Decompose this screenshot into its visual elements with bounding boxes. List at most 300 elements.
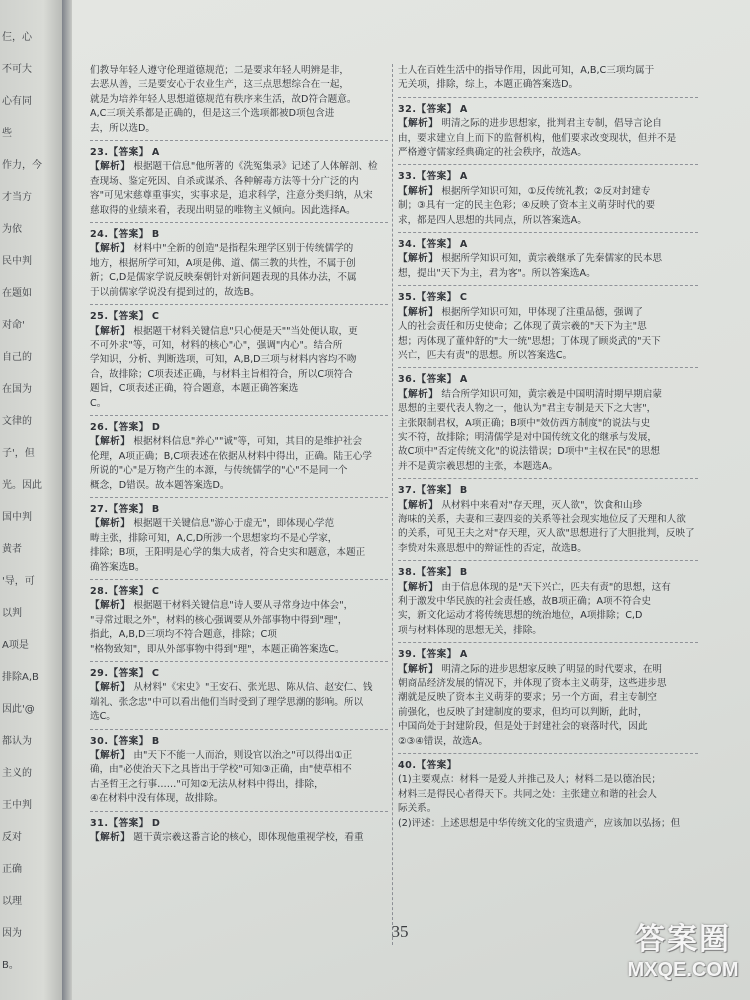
analysis-text: 不可外求"等，可知，材料的核心"心"，强调"内心"。结合所	[90, 339, 343, 351]
analysis-line	[398, 132, 698, 146]
answer-value: C	[459, 292, 467, 304]
analysis-text: 前强化，也反映了封建制度的要求，但均可以判断，此时，	[398, 706, 648, 718]
page-number: 35	[391, 922, 409, 941]
analysis-body	[90, 517, 388, 575]
right-column	[398, 64, 698, 945]
answer-line	[90, 310, 388, 324]
analysis-text: 实不符，故排除；明清儒学是对中国传统文化的继承与发展，	[398, 431, 658, 443]
analysis-line	[398, 78, 698, 92]
watermark-domain: MXQE.COM	[627, 959, 739, 981]
analysis-line	[398, 64, 698, 78]
analysis-body	[398, 306, 698, 364]
analysis-line	[398, 320, 698, 334]
answer-line	[398, 566, 698, 580]
analysis-line	[398, 117, 698, 131]
analysis-line	[90, 189, 388, 203]
analysis-text: 端礼、张念忠"中可以看出他们当时受到了理学思潮的影响。所以	[90, 696, 364, 708]
analysis-text: 合，故排除；C项表述正确，与材料主旨相符合，所以C项符合	[90, 368, 353, 380]
analysis-text: (2)评述：上述思想是中华传统文化的宝贵遗产，应该加以弘扬；但	[398, 817, 681, 829]
analysis-line	[90, 368, 388, 382]
analysis-line	[398, 146, 698, 160]
left-page-fragment: 心有同	[2, 96, 32, 107]
answer-line	[90, 228, 388, 242]
analysis-text: 伦理，A项正确；B,C项表述在依据从材料中得出，正确。陆王心学	[90, 450, 372, 462]
analysis-text: 题旨，C项表述正确，符合题意，本题正确答案选	[90, 383, 299, 395]
analysis-line	[398, 802, 698, 816]
analysis-text: 明清之际的进步思想家反映了明显的时代要求，在明	[441, 663, 663, 675]
analysis-line	[90, 257, 388, 271]
analysis-line	[398, 417, 698, 431]
answer-value: A	[151, 147, 160, 159]
analysis-line	[90, 710, 388, 724]
analysis-line	[90, 599, 388, 613]
analysis-line	[90, 464, 388, 478]
analysis-line	[398, 706, 698, 720]
analysis-line	[90, 749, 388, 763]
analysis-text: 排除；B项，王阳明是心学的集大成者，符合史实和题意，本题正	[90, 547, 366, 559]
analysis-line	[398, 267, 698, 281]
site-watermark	[624, 922, 742, 994]
analysis-text: 题干黄宗羲这番言论的核心，即体现他重视学校，看重	[133, 832, 364, 844]
answer-line	[398, 291, 698, 305]
analysis-body	[90, 325, 388, 411]
analysis-text: "寻常过眼之外"，材料的核心强调要从外部事物中得到"理"，	[90, 614, 348, 626]
analysis-text: 海味的关系，夫妻和三妻四妾的关系等社会现实地位反了天理和人欲	[398, 513, 686, 525]
analysis-text: 指此，A,B,D三项均不符合题意，排除；C项	[90, 629, 277, 641]
answer-entry	[398, 238, 698, 286]
analysis-text: 求，都是四人思想的共同点，所以答案选A。	[398, 214, 587, 226]
analysis-body	[398, 499, 698, 557]
analysis-line	[398, 691, 698, 705]
analysis-body	[90, 160, 388, 218]
left-page-fragment: 以判	[2, 608, 22, 619]
analysis-line	[90, 64, 388, 78]
answer-entry	[398, 291, 698, 368]
analysis-text: 根据题干关键信息"游心于虚无"，即体现心学范	[133, 518, 335, 530]
analysis-text: 根据材料信息"养心""诚"等，可知，其目的是维护社会	[133, 436, 363, 448]
answer-label: 28.【答案】	[90, 586, 149, 597]
analysis-body	[90, 749, 388, 807]
analysis-text: 由，要求建立自上而下的监督机构，他们要求改变现状，但并不是	[398, 132, 677, 144]
analysis-text: 新；C,D是儒家学说反映秦朝针对新问题表现的具体办法，不属	[90, 272, 357, 284]
analysis-line	[398, 677, 698, 691]
answer-label: 23.【答案】	[90, 147, 149, 159]
left-page-fragment: 国中判	[2, 512, 32, 523]
answer-entry	[90, 310, 388, 416]
analysis-label: 【解析】	[90, 518, 131, 530]
analysis-text: 士人在百姓生活中的指导作用，因此可知，A,B,C三项均属于	[398, 65, 655, 76]
analysis-label: 【解析】	[90, 161, 131, 173]
analysis-text: 朝商品经济发展的情况下，并体现了资本主义萌芽，这些进步思	[398, 678, 667, 690]
watermark-chinese: 答案圈	[635, 922, 731, 957]
analysis-text: 学知识，分析、判断选项，可知，A,B,D三项与材料内容均不吻	[90, 354, 357, 366]
analysis-line	[90, 763, 388, 777]
analysis-line	[90, 204, 388, 218]
answer-value: C	[151, 668, 159, 680]
left-page-edge	[0, 0, 62, 1000]
left-page-fragment: 王中判	[2, 800, 32, 811]
answer-label: 30.【答案】	[90, 735, 149, 747]
answer-line	[398, 484, 698, 498]
analysis-line	[398, 499, 698, 513]
analysis-text: (1)主要观点：材料一是爱人并推己及人；材料二是以德治民；	[398, 774, 662, 786]
answer-value: D	[151, 817, 160, 829]
left-page-fragment: 光。因此	[2, 480, 42, 491]
analysis-body	[398, 581, 698, 639]
analysis-line	[90, 325, 388, 339]
analysis-text: 选C。	[90, 711, 116, 723]
analysis-line	[398, 214, 698, 228]
left-page-fragment: 不可大	[2, 64, 32, 75]
answer-label: 39.【答案】	[398, 649, 457, 661]
analysis-label: 【解析】	[90, 600, 131, 612]
analysis-line	[90, 107, 388, 121]
analysis-label: 【解析】	[90, 436, 131, 448]
analysis-text: 由于信息体现的是"天下兴亡，匹夫有责"的思想，这有	[441, 581, 671, 593]
analysis-body	[90, 599, 388, 657]
analysis-text: 故C项中"否定传统文化"的说法错误；D项中"主权在民"的思想	[398, 446, 660, 458]
answer-page	[72, 0, 750, 1000]
analysis-line	[398, 542, 698, 556]
left-page-fragment: 以理	[2, 896, 22, 907]
analysis-line	[398, 199, 698, 213]
analysis-text: 潮就是反映了资本主义萌芽的要求；另一个方面，君主专制空	[398, 692, 658, 704]
analysis-label: 【解析】	[90, 832, 131, 844]
analysis-line	[398, 185, 698, 199]
analysis-text: A,C三项关系都是正确的，但是这三个选项都被D项包含进	[90, 108, 335, 120]
answer-label: 36.【答案】	[398, 374, 457, 386]
answer-line	[398, 759, 698, 773]
analysis-text: 确，由"必使治天下之具皆出于学校"可知③正确，由"使草相不	[90, 764, 352, 776]
answer-label: 35.【答案】	[398, 292, 457, 304]
analysis-text: 概念，D错误。故本题答案选D。	[90, 479, 230, 491]
analysis-line	[90, 792, 388, 806]
answer-entry	[90, 421, 388, 498]
answer-value: A	[459, 649, 468, 661]
answer-entry	[398, 103, 698, 166]
answer-value: B	[151, 503, 160, 515]
answer-entry	[90, 735, 388, 812]
analysis-line	[90, 271, 388, 285]
left-page-fragment: 因为	[2, 928, 22, 939]
answer-entry	[90, 667, 388, 730]
analysis-text: 项与材料体现的思想无关，排除。	[398, 624, 542, 636]
analysis-line	[398, 306, 698, 320]
column-divider	[392, 64, 393, 945]
analysis-text: 地方，根据所学可知，A项是佛、道、儒三教的共性，不属于创	[90, 257, 356, 269]
analysis-text: 于以前儒家学说没有提到过的，故选B。	[90, 286, 260, 298]
left-page-fragment: 因此'@	[2, 704, 35, 715]
answer-entry	[90, 817, 388, 850]
analysis-text: 从材料中来看对"存天理，灭人欲"，饮食和山珍	[441, 499, 643, 511]
left-page-fragment: 主义的	[2, 768, 32, 779]
answer-value: B	[151, 229, 160, 241]
analysis-line	[90, 479, 388, 493]
analysis-body	[398, 773, 698, 831]
answer-label: 38.【答案】	[398, 567, 457, 579]
analysis-line	[398, 527, 698, 541]
analysis-line	[90, 561, 388, 575]
analysis-text: 慈取得的业绩来看，表现出明显的唯物主义倾向。因此选择A。	[90, 204, 356, 216]
answer-value: B	[459, 485, 468, 497]
analysis-line	[90, 517, 388, 531]
analysis-label: 【解析】	[398, 253, 439, 265]
answer-line	[90, 146, 388, 160]
answer-label: 31.【答案】	[90, 817, 149, 829]
answer-line	[90, 503, 388, 517]
analysis-line	[398, 773, 698, 787]
analysis-line	[398, 445, 698, 459]
analysis-line	[90, 122, 388, 136]
answer-line	[90, 421, 388, 435]
analysis-text: 就是为培养年轻人思想道德规范有秩序来生活，故D符合题意。	[90, 93, 357, 105]
analysis-line	[90, 628, 388, 642]
analysis-text: 材料三是得民心者得天下。共同之处：主张建立和谐的社会人	[398, 788, 658, 800]
analysis-line	[398, 624, 698, 638]
answer-value: A	[459, 239, 468, 251]
answer-label: 33.【答案】	[398, 171, 457, 183]
analysis-body	[398, 663, 698, 749]
answer-label: 29.【答案】	[90, 668, 149, 680]
analysis-text: 从材料"《宋史》"王安石、张光思、陈从信、赵安仁、钱	[133, 682, 373, 694]
analysis-line	[398, 252, 698, 266]
analysis-body	[398, 388, 698, 474]
analysis-text: 确答案选B。	[90, 561, 145, 573]
analysis-text: 无关项，排除，综上，本题正确答案选D。	[398, 79, 579, 91]
left-page-fragment: 排除A,B	[2, 672, 39, 683]
analysis-label: 【解析】	[398, 306, 439, 318]
analysis-line	[90, 286, 388, 300]
analysis-line	[90, 778, 388, 792]
answer-line	[90, 817, 388, 831]
analysis-text: 去恶从善，三是要安心于农业生产，这三点思想综合在一起，	[90, 79, 350, 91]
analysis-line	[90, 175, 388, 189]
answer-label: 26.【答案】	[90, 421, 149, 433]
answer-line	[90, 585, 388, 599]
analysis-line	[398, 595, 698, 609]
analysis-line	[398, 460, 698, 474]
analysis-body	[398, 185, 698, 228]
analysis-line	[90, 242, 388, 256]
analysis-text: 兴亡，匹夫有责"的思想。所以答案选C。	[398, 349, 573, 361]
left-page-fragment: 在题如	[2, 288, 32, 299]
analysis-line	[90, 382, 388, 396]
answer-value: B	[151, 735, 160, 747]
answer-entry	[398, 64, 698, 98]
analysis-line	[90, 696, 388, 710]
analysis-text: 明清之际的进步思想家，批判君主专制，倡导言论自	[441, 118, 663, 130]
analysis-text: 查现场、鉴定死因、自杀或谋杀、各种解毒方法等十分广泛的内	[90, 175, 359, 187]
answer-value: D	[151, 421, 160, 433]
analysis-text: 畴主张，排除可知，A,C,D所涉一个思想家均不是心学家，	[90, 532, 338, 544]
analysis-line	[398, 788, 698, 802]
analysis-body	[90, 831, 388, 845]
analysis-body	[90, 681, 388, 724]
answer-value: C	[151, 586, 159, 597]
analysis-line	[90, 831, 388, 845]
analysis-label: 【解析】	[398, 185, 439, 197]
answer-label: 25.【答案】	[90, 311, 149, 323]
answer-line	[90, 735, 388, 749]
left-page-fragment: 都认为	[2, 736, 32, 747]
analysis-line	[90, 643, 388, 657]
analysis-body	[90, 435, 388, 493]
left-page-fragment: 仨，心	[2, 32, 32, 43]
analysis-text: 制；③具有一定的民主色彩；④反映了资本主义萌芽时代的要	[398, 200, 656, 212]
analysis-body	[90, 64, 388, 136]
answer-entry	[90, 146, 388, 223]
analysis-line	[90, 614, 388, 628]
analysis-text: 中国尚处于封建阶段，但是处于封建社会的衰落时代，因此	[398, 721, 648, 733]
answer-label: 32.【答案】	[398, 103, 457, 115]
analysis-line	[398, 402, 698, 416]
left-page-fragment: 些	[2, 128, 12, 139]
analysis-line	[90, 78, 388, 92]
analysis-text: ②③④错误，故选A。	[398, 735, 488, 747]
answer-line	[398, 648, 698, 662]
answer-value: C	[151, 311, 159, 323]
left-page-fragment: 反对	[2, 832, 22, 843]
analysis-text: 际关系。	[398, 803, 437, 815]
answer-entry	[398, 373, 698, 479]
analysis-line	[398, 817, 698, 831]
left-page-fragment: B。	[2, 960, 19, 971]
analysis-text: 严格遵守儒家经典确定的社会秩序，故选A。	[398, 147, 587, 159]
left-page-fragment: 在国为	[2, 384, 32, 395]
analysis-text: 并不是黄宗羲思想的主张，本题选A。	[398, 460, 559, 472]
analysis-text: 思想的主要代表人物之一，他认为"君主专制是天下之大害"，	[398, 403, 657, 415]
analysis-text: 容"可见宋慈尊重事实，实事求是，追求科学，注意分类归纳，从宋	[90, 190, 373, 202]
answer-entry	[90, 228, 388, 305]
answer-entry	[90, 64, 388, 141]
analysis-label: 【解析】	[398, 118, 439, 130]
answer-entry	[90, 585, 388, 662]
left-page-fragment: 自己的	[2, 352, 32, 363]
analysis-line	[90, 353, 388, 367]
answer-entry	[398, 648, 698, 754]
analysis-line	[398, 720, 698, 734]
analysis-text: 人的社会责任和历史使命；乙体现了黄宗羲的"天下为主"思	[398, 321, 647, 333]
analysis-line	[398, 431, 698, 445]
book-gutter	[62, 0, 72, 1000]
answer-value: A	[459, 171, 468, 183]
analysis-text: 根据题干材料关键信息"诗人要从寻常身边中体会"，	[133, 600, 354, 612]
analysis-text: ④在材料中没有体现，故排除。	[90, 793, 224, 805]
answer-entry	[398, 170, 698, 233]
analysis-text: 想；丙体现了董仲舒的"大一统"思想；丁体现了顾炎武的"天下	[398, 335, 661, 347]
analysis-text: 根据所学知识可知，黄宗羲继承了先秦儒家的民本思	[441, 253, 663, 265]
analysis-label: 【解析】	[90, 243, 131, 255]
left-page-fragment: 黄者	[2, 544, 22, 555]
analysis-text: 根据所学知识可知，①反传统礼教；②反对封建专	[441, 185, 651, 197]
analysis-line	[90, 93, 388, 107]
analysis-label: 【解析】	[398, 388, 439, 400]
analysis-text: 的关系，可见王夫之对"存天理，灭人欲"思想进行了大胆批判，反映了	[398, 528, 695, 540]
analysis-line	[90, 546, 388, 560]
analysis-line	[398, 609, 698, 623]
left-page-fragment: 子'，但	[2, 448, 35, 459]
analysis-body	[90, 242, 388, 300]
analysis-line	[90, 160, 388, 174]
answer-line	[398, 238, 698, 252]
analysis-text: "格物致知"，即从外部事物中得到"理"，本题正确答案选C。	[90, 643, 345, 655]
analysis-line	[90, 532, 388, 546]
analysis-line	[398, 388, 698, 402]
answer-line	[398, 103, 698, 117]
analysis-text: C。	[90, 397, 107, 409]
analysis-text: 想，提出"天下为主，君为客"。所以答案选A。	[398, 267, 596, 279]
analysis-line	[90, 681, 388, 695]
left-page-fragment: 文律的	[2, 416, 32, 427]
analysis-line	[398, 581, 698, 595]
left-page-fragment: A项是	[2, 640, 29, 651]
left-column	[90, 64, 388, 945]
answer-value: B	[459, 567, 468, 579]
left-page-fragment: 作力，今	[2, 160, 42, 171]
analysis-label: 【解析】	[398, 581, 439, 593]
analysis-text: 李贽对朱熹思想中的辩证性的否定，故选B。	[398, 542, 587, 554]
analysis-line	[90, 435, 388, 449]
analysis-text: 所说的"心"是万物产生的本源，与传统儒学的"心"不是同一个	[90, 465, 348, 477]
analysis-line	[398, 335, 698, 349]
answer-label: 40.【答案】	[398, 760, 457, 772]
analysis-line	[398, 349, 698, 363]
analysis-line	[90, 397, 388, 411]
analysis-text: 材料中"全新的创造"是指程朱理学区别于传统儒学的	[133, 243, 354, 255]
analysis-line	[398, 513, 698, 527]
answer-entry	[90, 503, 388, 580]
analysis-text: 实，新文化运动才将传统思想的统治地位，A项排除；C,D	[398, 610, 643, 622]
analysis-line	[90, 339, 388, 353]
analysis-label: 【解析】	[90, 750, 131, 762]
analysis-label: 【解析】	[90, 682, 131, 694]
answer-entry	[398, 566, 698, 643]
analysis-text: 去，所以选D。	[90, 122, 155, 134]
analysis-text: 们教导年轻人遵守伦理道德规范；二是要求年轻人明辨是非，	[90, 65, 350, 76]
left-page-fragment: 为依	[2, 224, 22, 235]
answer-entry	[398, 759, 698, 835]
answer-line	[398, 373, 698, 387]
analysis-line	[398, 663, 698, 677]
analysis-text: 结合所学知识可知，黄宗羲是中国明清时期早期启蒙	[441, 388, 663, 400]
analysis-text: 主张限制君权，A项正确；B项中"效仿西方制度"的说法与史	[398, 417, 651, 429]
analysis-text: 根据题干信息"他所著的《洗冤集录》记述了人体解剖、检	[133, 161, 378, 173]
answer-value: A	[459, 103, 468, 115]
analysis-text: 根据所学知识可知，甲体现了注重品德，强调了	[441, 306, 643, 318]
analysis-text: 由"天下不能一人而治，则设官以治之"可以得出①正	[133, 750, 353, 762]
analysis-body	[398, 64, 698, 93]
analysis-line	[90, 450, 388, 464]
analysis-line	[398, 735, 698, 749]
answer-label: 34.【答案】	[398, 239, 457, 251]
analysis-label: 【解析】	[398, 499, 439, 511]
answer-line	[90, 667, 388, 681]
answer-label: 37.【答案】	[398, 485, 457, 497]
left-page-fragment: '导，可	[2, 576, 35, 587]
analysis-text: 利于激发中华民族的社会责任感，故B项正确；A项不符合史	[398, 596, 651, 607]
analysis-text: 古圣哲王之行事……"可知②无法从材料中得出，排除，	[90, 778, 324, 790]
left-page-fragment: 民中判	[2, 256, 32, 267]
left-page-fragment: 对命'	[2, 320, 25, 331]
analysis-label: 【解析】	[90, 325, 131, 337]
answer-entry	[398, 484, 698, 561]
answer-value: A	[459, 374, 468, 386]
analysis-body	[398, 252, 698, 281]
answer-label: 27.【答案】	[90, 503, 149, 515]
analysis-body	[398, 117, 698, 160]
left-page-fragment: 才当方	[2, 192, 32, 203]
answer-line	[398, 170, 698, 184]
